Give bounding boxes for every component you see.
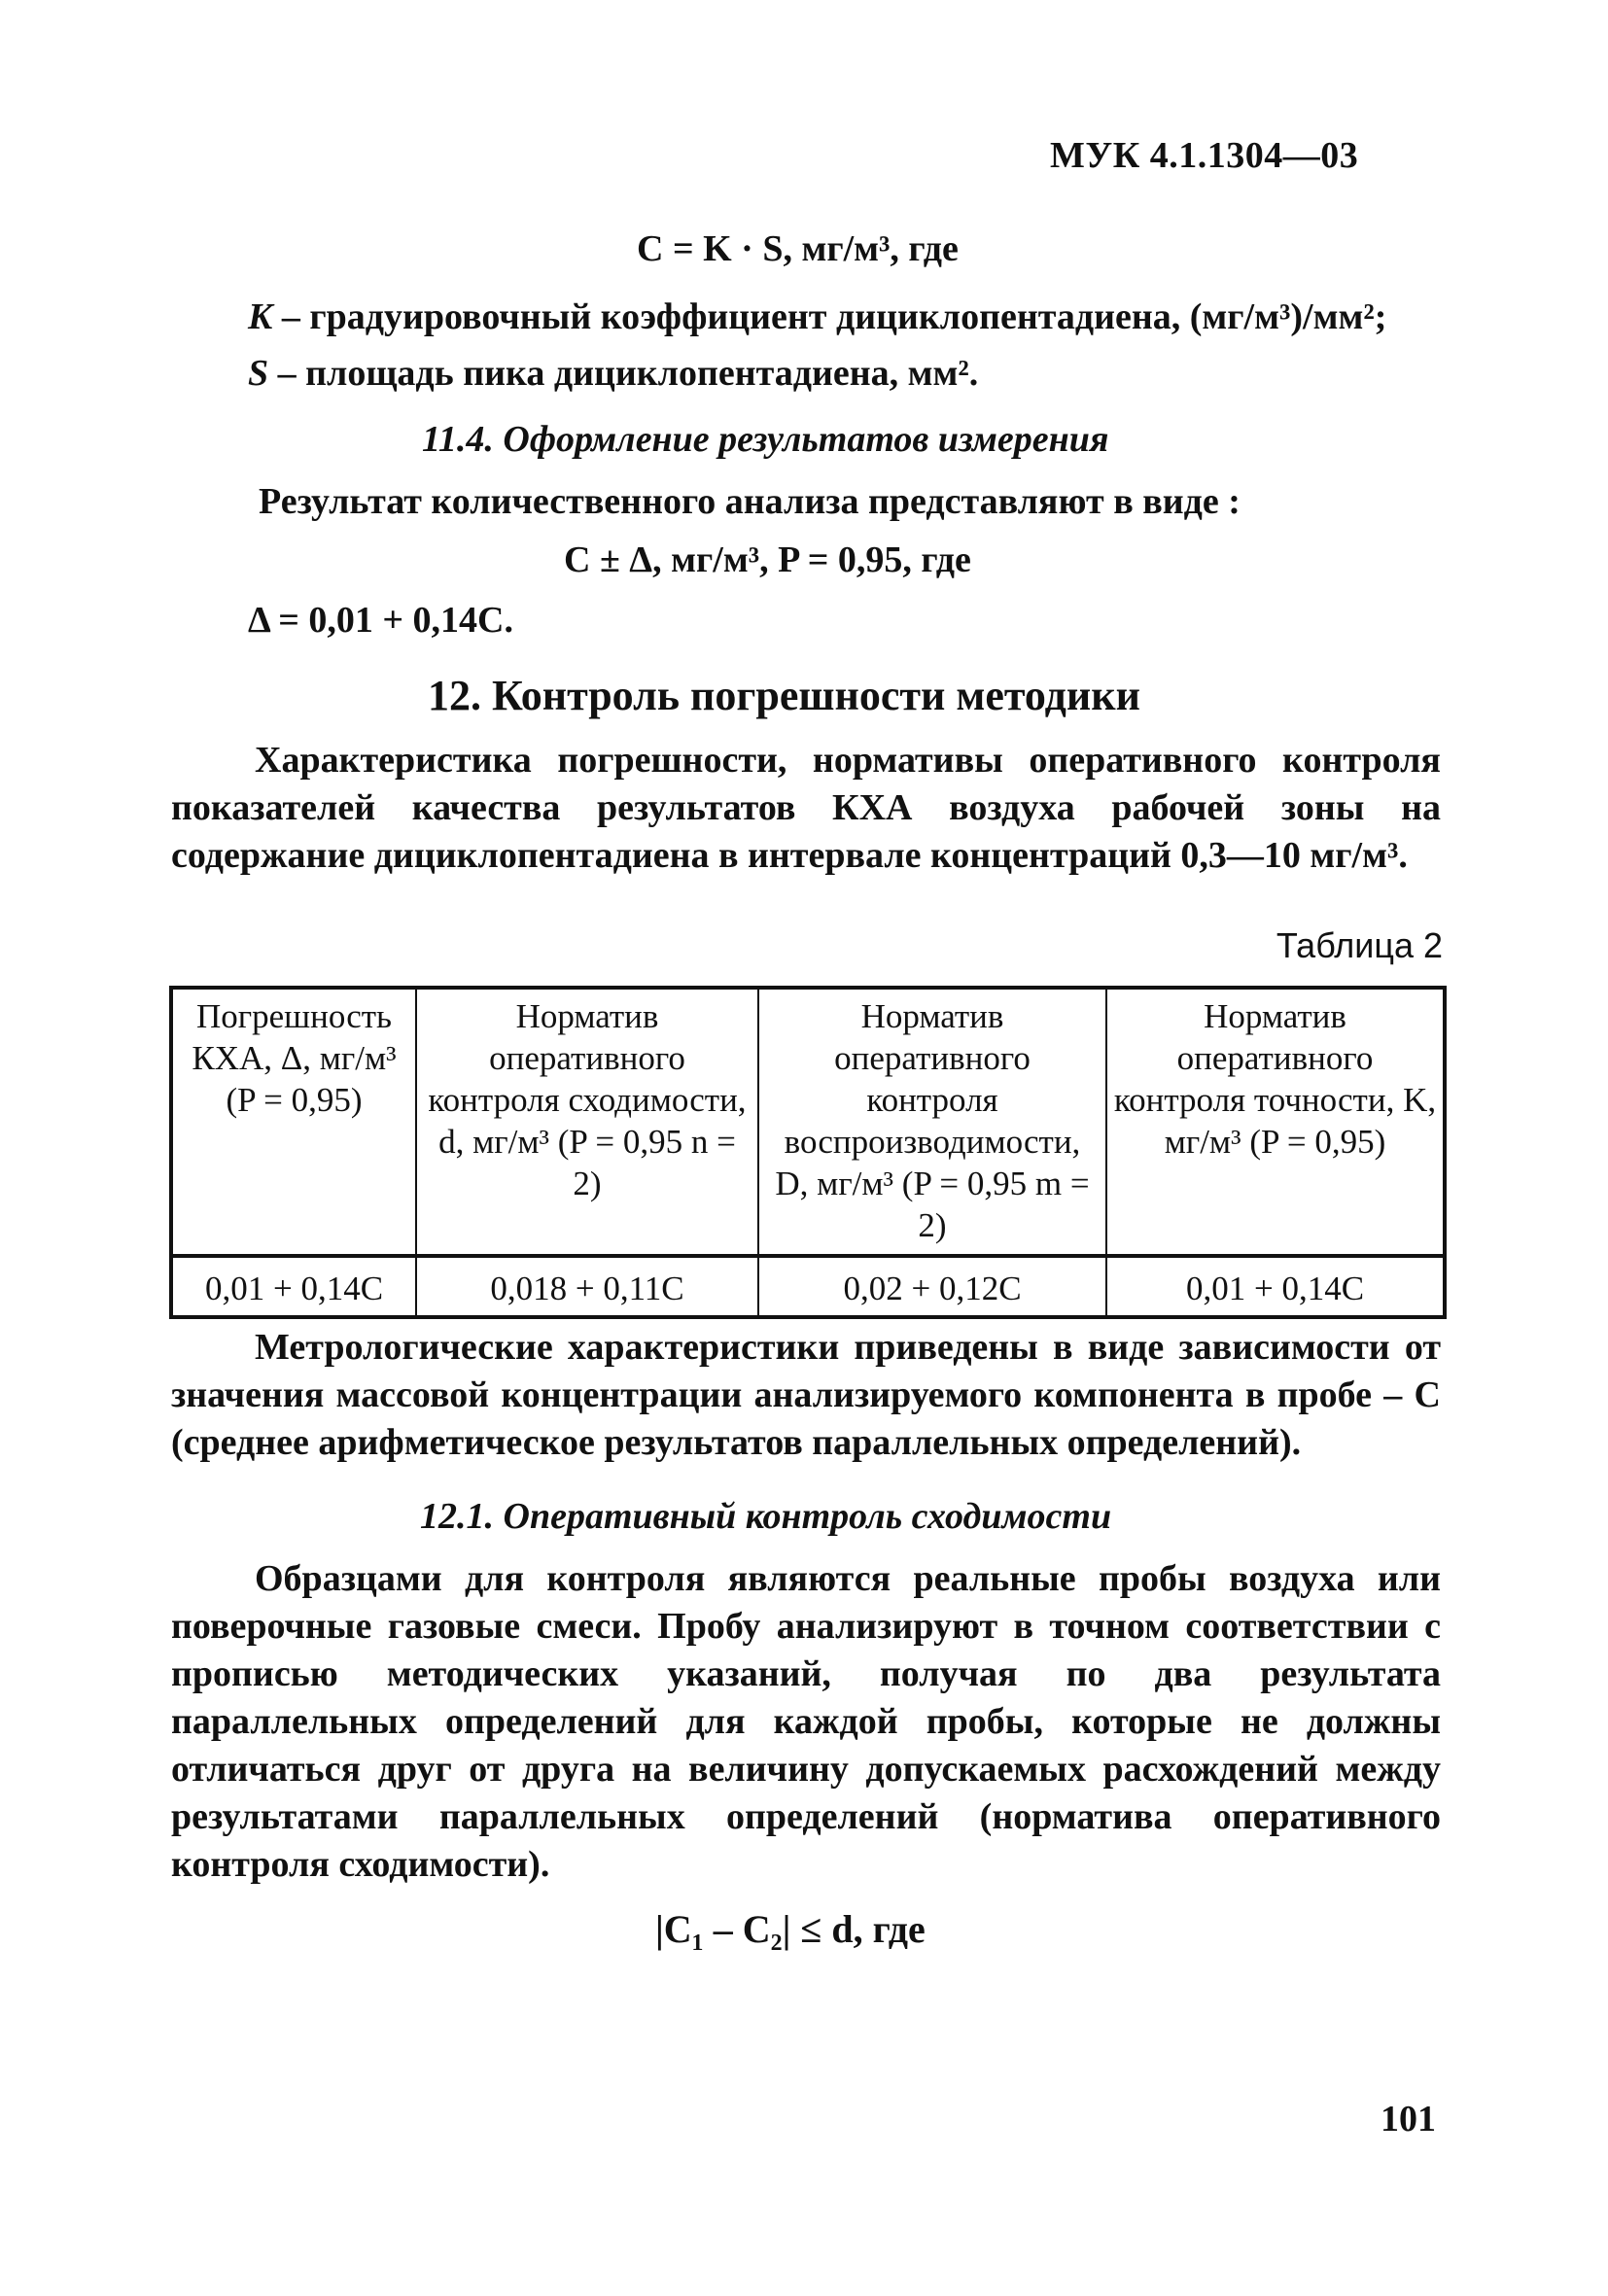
formula-concentration — [637, 226, 959, 273]
section-12-1-paragraph: Образцами для контроля являются реальные пробы воздуха или поверочные газовые смеси. Пробу анализируют в точном соответствии с прописью методических указаний, получая по два результата параллельных определений для каждой пробы, которые не должны отличаться друг от друга на величину допускаемых расхождений между результатами параллельных определений (норматива оперативного контроля сходимости). — [171, 1558, 1441, 1885]
table-cell-reproducibility: 0,02 + 0,12C — [758, 1256, 1106, 1317]
table-header-reproducibility: Норматив оперативного контроля воспроизводимости, D, мг/м³ (P = 0,95 m = 2) — [758, 988, 1106, 1256]
formula-result: C ± Δ, мг/м³, P = 0,95, где — [564, 539, 971, 580]
definition-s-text: – площадь пика дициклопентадиена, мм². — [268, 353, 979, 394]
formula-repeatability: |C₁ – C₂| ≤ d, где — [655, 1907, 926, 1951]
definition-k — [248, 294, 1386, 341]
table-cell-error: 0,01 + 0,14C — [171, 1256, 416, 1317]
section-11-4-title: 11.4. Оформление результатов измерения — [422, 419, 1109, 460]
definition-s-symbol: S — [248, 353, 269, 394]
table-cell-accuracy: 0,01 + 0,14C — [1106, 1256, 1445, 1317]
table-header-repeatability: Норматив оперативного контроля сходимости, d, мг/м³ (P = 0,95 n = 2) — [416, 988, 758, 1256]
section-12-paragraph: Характеристика погрешности, нормативы оперативного контроля показателей качества результатов КХА воздуха рабочей зоны на содержание дициклопентадиена в интервале концентраций 0,3—10 мг/м³. — [171, 740, 1441, 876]
definition-k-text: – градуировочный коэффициент дициклопентадиена, (мг/м³)/мм²; — [272, 296, 1387, 337]
page-header-doc-code: МУК 4.1.1304—03 — [1050, 135, 1359, 176]
table-row — [171, 1256, 1445, 1317]
definition-k-symbol: K — [248, 296, 273, 337]
definition-s — [248, 350, 978, 398]
table-header-error: Погрешность КХА, Δ, мг/м³ (P = 0,95) — [171, 988, 416, 1256]
section-12-1-title: 12.1. Оперативный контроль сходимости — [420, 1496, 1112, 1537]
page-number: 101 — [1381, 2099, 1436, 2139]
table-caption: Таблица 2 — [1276, 925, 1443, 965]
table-header-accuracy: Норматив оперативного контроля точности, K, мг/м³ (P = 0,95) — [1106, 988, 1445, 1256]
metrology-paragraph: Метрологические характеристики приведены в виде зависимости от значения массовой концентрации анализируемого компонента в пробе – C (среднее арифметическое результатов параллельных определений). — [171, 1327, 1441, 1463]
table-header-row — [171, 988, 1445, 1256]
formula-concentration-text: C = K · S, мг/м³, где — [637, 228, 959, 269]
section-11-4-intro: Результат количественного анализа представляют в виде : — [259, 481, 1241, 522]
metrology-table — [169, 986, 1447, 1319]
formula-delta: Δ = 0,01 + 0,14C. — [248, 600, 513, 641]
section-12-title: 12. Контроль погрешности методики — [428, 672, 1140, 719]
table-cell-repeatability: 0,018 + 0,11C — [416, 1256, 758, 1317]
